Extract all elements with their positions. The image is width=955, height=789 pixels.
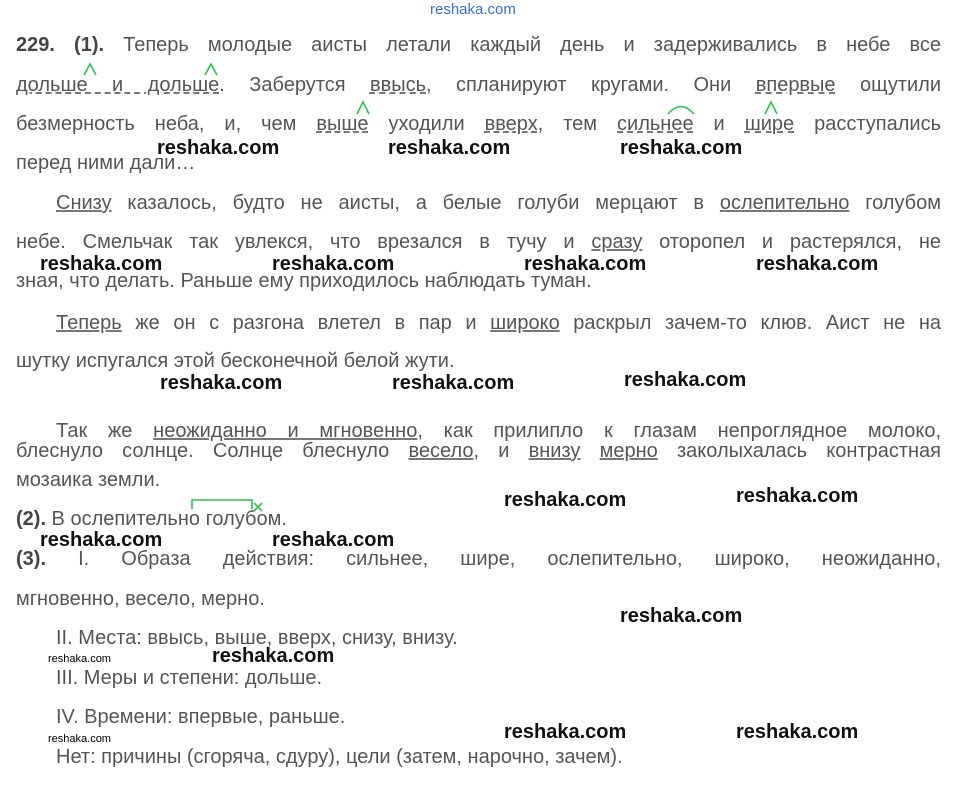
text: Раньше bbox=[180, 270, 253, 292]
watermark: reshaka.com bbox=[40, 253, 163, 275]
part-2-text: В ослепительно голубом. bbox=[46, 508, 287, 530]
underlined-word: мерно bbox=[599, 440, 658, 462]
text: ощутили bbox=[835, 74, 941, 96]
text: Так же bbox=[56, 420, 154, 442]
underlined-word: весело bbox=[408, 440, 474, 462]
watermark: reshaka.com bbox=[40, 529, 163, 551]
watermark: reshaka.com bbox=[388, 137, 511, 159]
text: зная, что делать. bbox=[16, 270, 181, 292]
underlined-word: широко bbox=[490, 312, 560, 334]
underlined-word: шире bbox=[744, 113, 795, 135]
watermark: reshaka.com bbox=[504, 721, 627, 743]
watermark: reshaka.com bbox=[212, 645, 335, 667]
underlined-word: ввысь bbox=[369, 74, 427, 96]
watermark: reshaka.com bbox=[620, 137, 743, 159]
underlined-word: Снизу bbox=[56, 192, 112, 214]
watermark: reshaka.com bbox=[624, 369, 747, 391]
caret-mark bbox=[84, 64, 96, 75]
underlined-word: неожиданно и мгновенно bbox=[153, 420, 418, 442]
text-line-4: перед ними дали… bbox=[16, 152, 196, 174]
underlined-word: внизу bbox=[528, 440, 581, 462]
underlined-word: впервые bbox=[755, 74, 836, 96]
text: расступались bbox=[794, 113, 941, 135]
caret-mark bbox=[765, 102, 777, 114]
task-number: 229. bbox=[16, 34, 55, 56]
watermark: reshaka.com bbox=[160, 372, 283, 394]
link-mark bbox=[192, 500, 252, 509]
text: ему приходилось наблюдать туман. bbox=[252, 270, 592, 292]
part-3-line-2: мгновенно, весело, мерно. bbox=[16, 588, 265, 610]
text-line-mozaika: мозаика земли. bbox=[16, 469, 161, 491]
caret-mark bbox=[357, 102, 369, 114]
part-1-label: (1). bbox=[74, 34, 105, 56]
text: безмерность неба, и, чем bbox=[16, 113, 317, 135]
underlined-word: Теперь bbox=[56, 312, 122, 334]
underlined-word: сильнее bbox=[617, 113, 694, 135]
text: уходили bbox=[368, 113, 485, 135]
text: , тем bbox=[537, 113, 618, 135]
underlined-word: дольше и дольше bbox=[16, 74, 220, 96]
part-3-iv: IV. Времени: впервые, раньше. bbox=[56, 706, 346, 728]
part-3-ii: II. Места: ввысь, выше, вверх, снизу, внизу. bbox=[56, 627, 458, 649]
underlined-word: сразу bbox=[591, 231, 643, 253]
part-2-label: (2). bbox=[16, 508, 46, 530]
watermark-small: reshaka.com bbox=[48, 653, 111, 665]
text: , и bbox=[473, 440, 529, 462]
watermark-top: reshaka.com bbox=[430, 1, 516, 18]
text: оторопел и растерялся, не bbox=[642, 231, 942, 253]
underlined-word: ослепительно bbox=[719, 192, 850, 214]
text: заколыхалась контрастная bbox=[657, 440, 942, 462]
watermark: reshaka.com bbox=[736, 485, 859, 507]
watermark: reshaka.com bbox=[504, 489, 627, 511]
text: и bbox=[693, 113, 745, 135]
text: блеснуло солнце. Солнце блеснуло bbox=[16, 440, 409, 462]
watermark: reshaka.com bbox=[620, 605, 743, 627]
text: голубом bbox=[849, 192, 941, 214]
x-mark bbox=[254, 503, 262, 511]
watermark: reshaka.com bbox=[157, 137, 280, 159]
part-3-none: Нет: причины (сгоряча, сдуру), цели (затем, нарочно, зачем). bbox=[56, 746, 623, 768]
text: , как прилипло к глазам непроглядное молоко, bbox=[417, 420, 942, 442]
text: I. Образа действия: сильнее, шире, ослепительно, широко, неожиданно, bbox=[46, 548, 941, 570]
watermark: reshaka.com bbox=[392, 372, 515, 394]
arc-mark bbox=[668, 107, 694, 115]
part-3-label: (3). bbox=[16, 548, 46, 570]
underlined-word: вверх bbox=[484, 113, 538, 135]
watermark: reshaka.com bbox=[736, 721, 859, 743]
text: , спланируют кругами. Они bbox=[426, 74, 756, 96]
text: Теперь молодые аисты летали каждый день и задерживались в небе все bbox=[104, 34, 942, 56]
text: раскрыл зачем-то клюв. Аист не на bbox=[559, 312, 942, 334]
watermark: reshaka.com bbox=[524, 253, 647, 275]
watermark: reshaka.com bbox=[272, 529, 395, 551]
text: небе. Смельчак так увлекся, что врезался в тучу и bbox=[16, 231, 592, 253]
watermark: reshaka.com bbox=[756, 253, 879, 275]
text: же он с разгона влетел в пар и bbox=[121, 312, 491, 334]
watermark: reshaka.com bbox=[272, 253, 395, 275]
underlined-word: выше bbox=[316, 113, 369, 135]
part-3-iii: III. Меры и степени: дольше. bbox=[56, 667, 323, 689]
watermark-small: reshaka.com bbox=[48, 733, 111, 745]
text: . Заберутся bbox=[219, 74, 370, 96]
caret-mark bbox=[205, 64, 217, 75]
text-line-9: шутку испугался этой бесконечной белой жути. bbox=[16, 350, 455, 372]
text: казалось, будто не аисты, а белые голуби мерцают в bbox=[111, 192, 720, 214]
